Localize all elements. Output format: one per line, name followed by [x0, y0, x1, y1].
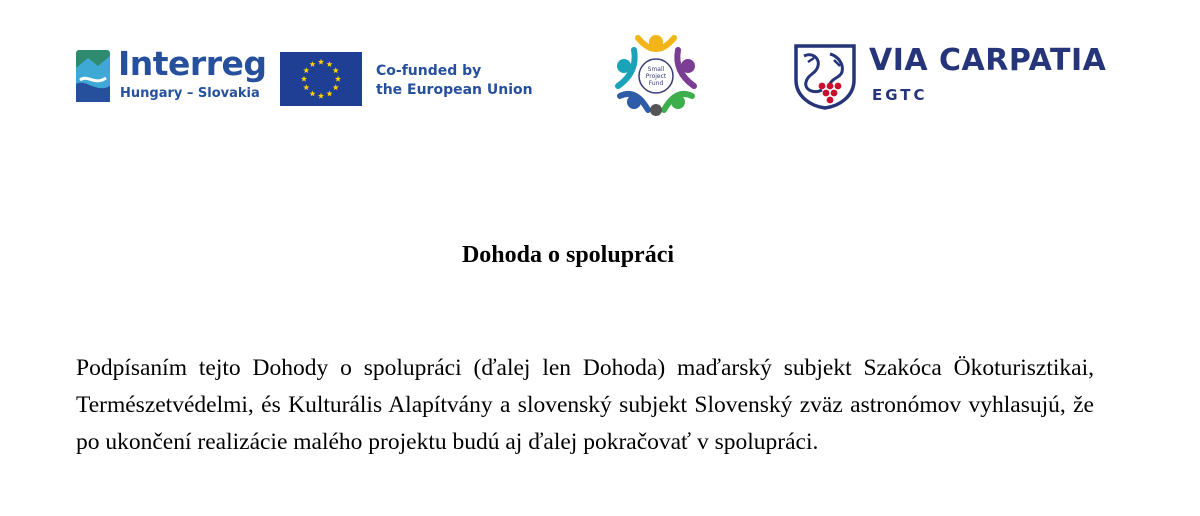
- spf-label-line2: Project: [645, 73, 667, 80]
- document-body-paragraph: Podpísaním tejto Dohody o spolupráci (ďalej len Dohoda) maďarský subjekt Szakóca Ökoturisztikai, Természetvédelmi, és Kulturális Alapítvány a slovenský subjekt Slovenský zväz astronómov vyhlasujú, že po ukončení realizácie malého projektu budú aj ďalej pokračovať v spolupráci.: [76, 355, 1094, 455]
- via-carpatia-wordmark: VIA CARPATIA: [869, 43, 1107, 78]
- eu-flag-icon: [280, 52, 362, 106]
- via-carpatia-emblem: [794, 44, 856, 110]
- logo-header: [0, 0, 1200, 140]
- interreg-wordmark: Interreg: [118, 44, 267, 83]
- eu-text-line1: Co-funded by: [376, 63, 482, 79]
- interreg-subtitle: Hungary – Slovakia: [120, 86, 260, 101]
- document-title: Dohoda o spolupráci: [461, 242, 675, 268]
- eu-cofunded-text: [376, 62, 533, 100]
- interreg-logo: [76, 46, 276, 106]
- interreg-mountain-icon: [76, 50, 110, 102]
- eu-text-line2: the European Union: [376, 82, 533, 98]
- small-project-fund-emblem: [608, 30, 704, 120]
- spf-label-line3: Fund: [648, 80, 664, 87]
- via-carpatia-subtitle: EGTC: [872, 86, 928, 104]
- spf-label-line1: Small: [647, 66, 665, 73]
